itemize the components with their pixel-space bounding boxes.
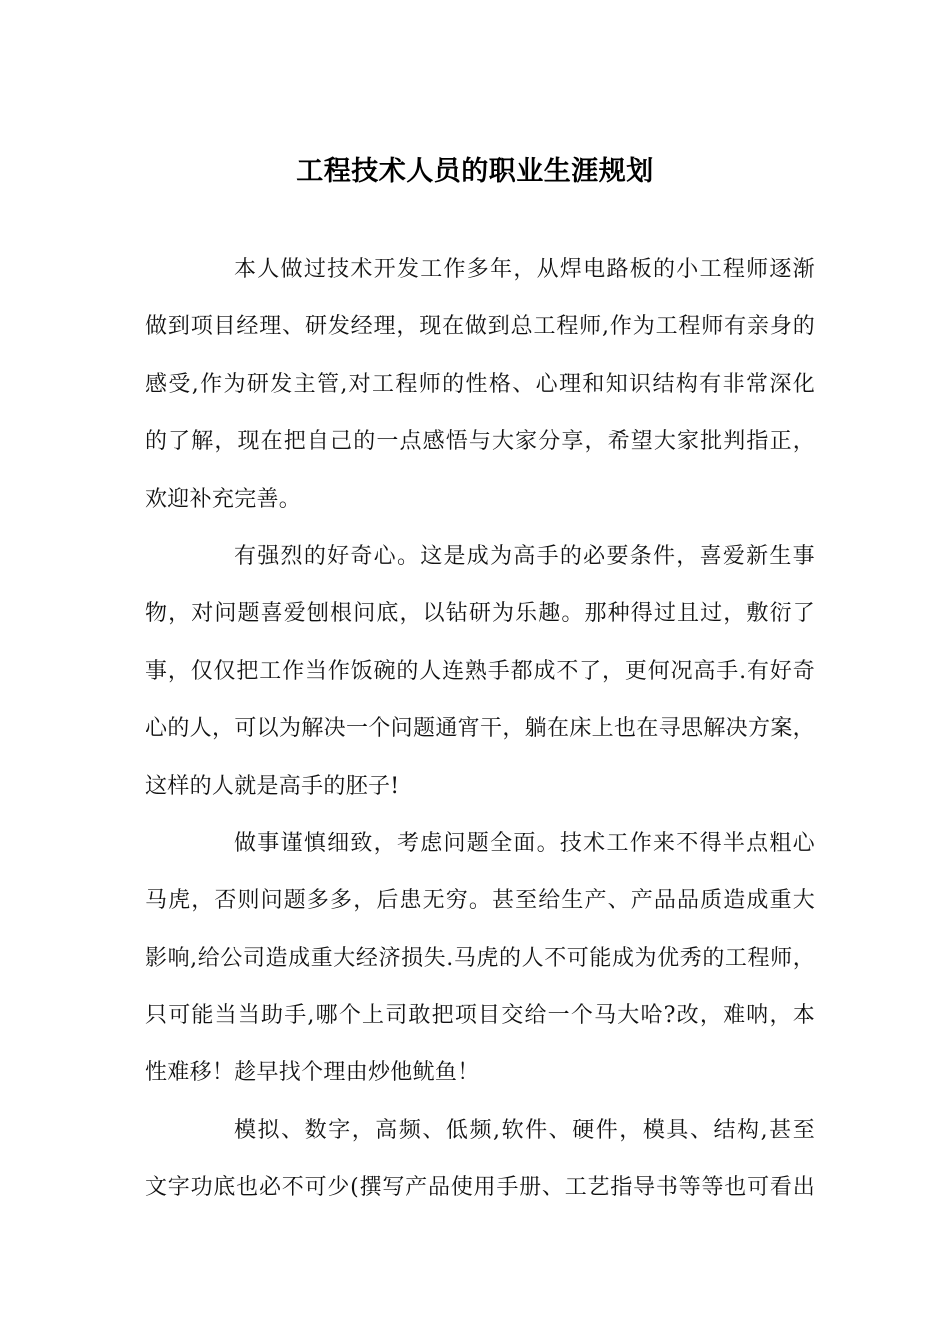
text-line: 这样的人就是高手的胚子! xyxy=(145,773,400,799)
document-body xyxy=(145,250,815,1226)
text-line: 本人做过技术开发工作多年，从焊电路板的小工程师逐渐 xyxy=(234,257,815,282)
paragraph-3 xyxy=(145,824,815,1111)
text-line: 模拟、数字，高频、低频,软件、硬件，模具、结构,甚至 xyxy=(234,1117,815,1143)
paragraph-2 xyxy=(145,537,815,824)
text-line: 有强烈的好奇心。这是成为高手的必要条件，喜爱新生事 xyxy=(234,543,815,569)
document-title: 工程技术人员的职业生涯规划 xyxy=(296,156,654,187)
text-line: 马虎，否则问题多多，后患无穷。甚至给生产、产品品质造成重大 xyxy=(145,888,815,914)
text-line: 欢迎补充完善。 xyxy=(145,486,302,512)
text-line: 文字功底也必不可少(撰写产品使用手册、工艺指导书等等也可看出 xyxy=(145,1175,815,1201)
text-line: 事，仅仅把工作当作饭碗的人连熟手都成不了，更何况高手.有好奇 xyxy=(145,658,815,684)
text-line: 做事谨慎细致，考虑问题全面。技术工作来不得半点粗心 xyxy=(234,830,815,856)
paragraph-4 xyxy=(145,1111,815,1226)
paragraph-1 xyxy=(145,250,815,537)
text-line: 性难移！趁早找个理由炒他鱿鱼！ xyxy=(145,1060,480,1086)
text-line: 感受,作为研发主管,对工程师的性格、心理和知识结构有非常深化 xyxy=(145,371,815,397)
text-line: 做到项目经理、研发经理，现在做到总工程师,作为工程师有亲身的 xyxy=(145,314,815,340)
text-line: 的了解，现在把自己的一点感悟与大家分享，希望大家批判指正， xyxy=(145,429,815,455)
text-line: 只可能当当助手,哪个上司敢把项目交给一个马大哈?改，难呐，本 xyxy=(145,1003,815,1029)
text-line: 心的人，可以为解决一个问题通宵干，躺在床上也在寻思解决方案， xyxy=(145,716,815,742)
text-line: 影响,给公司造成重大经济损失.马虎的人不可能成为优秀的工程师， xyxy=(145,945,815,971)
text-line: 物，对问题喜爱刨根问底，以钻研为乐趣。那种得过且过，敷衍了 xyxy=(145,601,815,627)
